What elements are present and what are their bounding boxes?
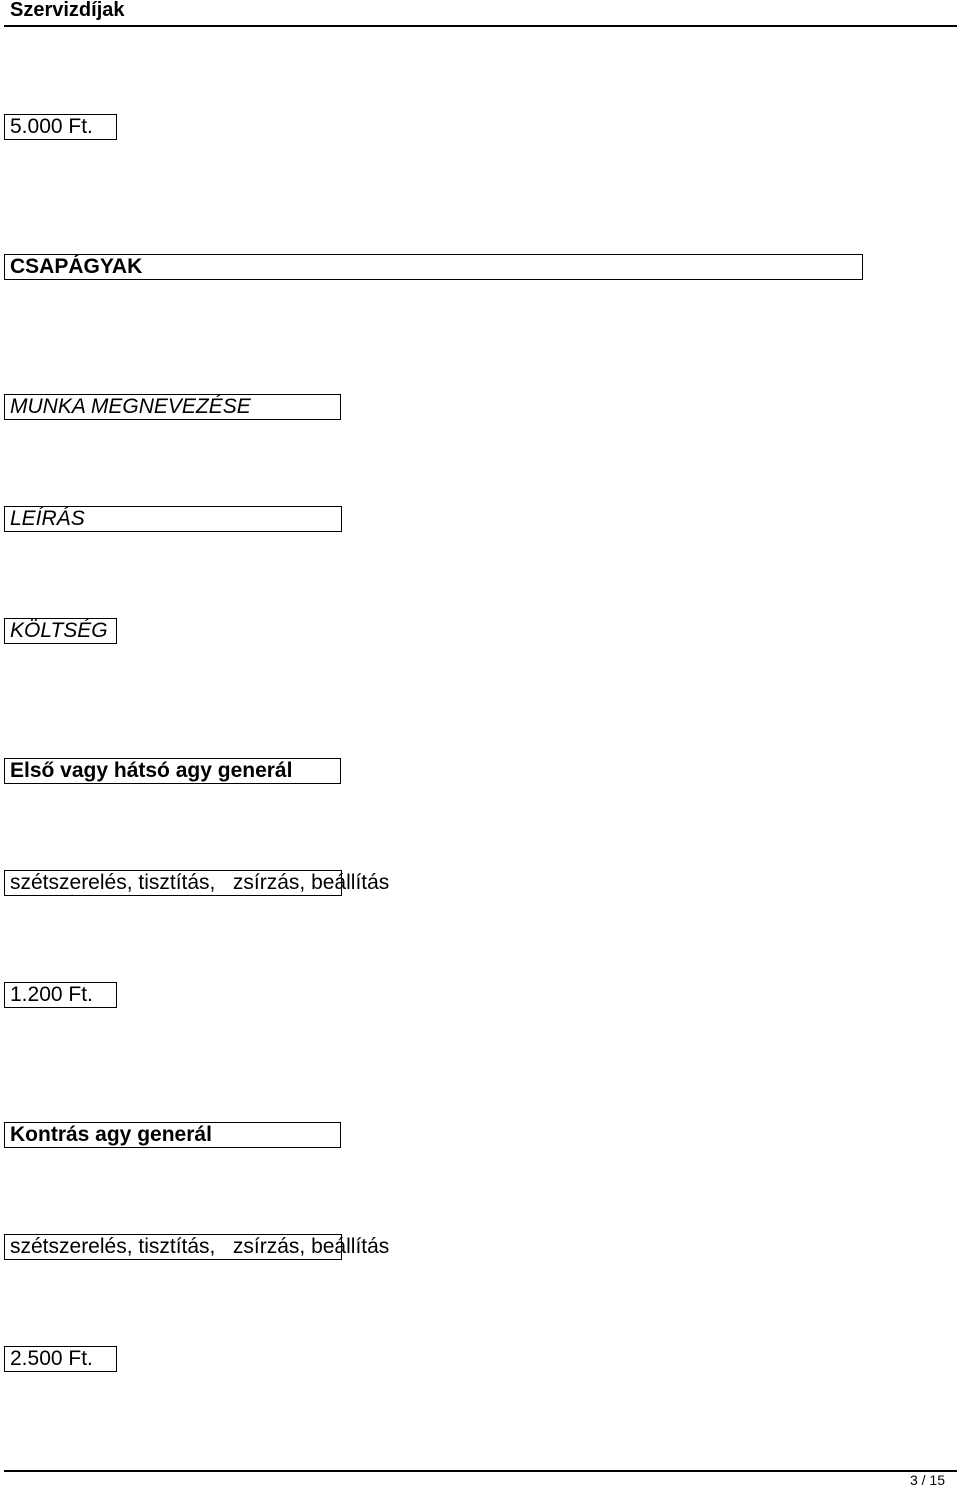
section-heading: CSAPÁGYAK — [10, 255, 143, 278]
page-number: 3 / 15 — [909, 1472, 945, 1488]
header-divider — [4, 25, 957, 27]
work-name: Első vagy hátsó agy generál — [10, 759, 293, 782]
footer-divider — [4, 1470, 957, 1472]
price-value: 2.500 Ft. — [10, 1347, 93, 1370]
work-description: szétszerelés, tisztítás, zsírzás, beállítás — [10, 1235, 390, 1258]
work-name: Kontrás agy generál — [10, 1123, 212, 1146]
column-header-description: LEÍRÁS — [10, 507, 85, 530]
header-title: Szervizdíjak — [10, 0, 125, 21]
column-header-work-name: MUNKA MEGNEVEZÉSE — [10, 395, 251, 418]
work-description: szétszerelés, tisztítás, zsírzás, beállítás — [10, 871, 390, 894]
price-value: 5.000 Ft. — [10, 115, 93, 138]
price-value: 1.200 Ft. — [10, 983, 93, 1006]
column-header-cost: KÖLTSÉG — [10, 619, 108, 642]
